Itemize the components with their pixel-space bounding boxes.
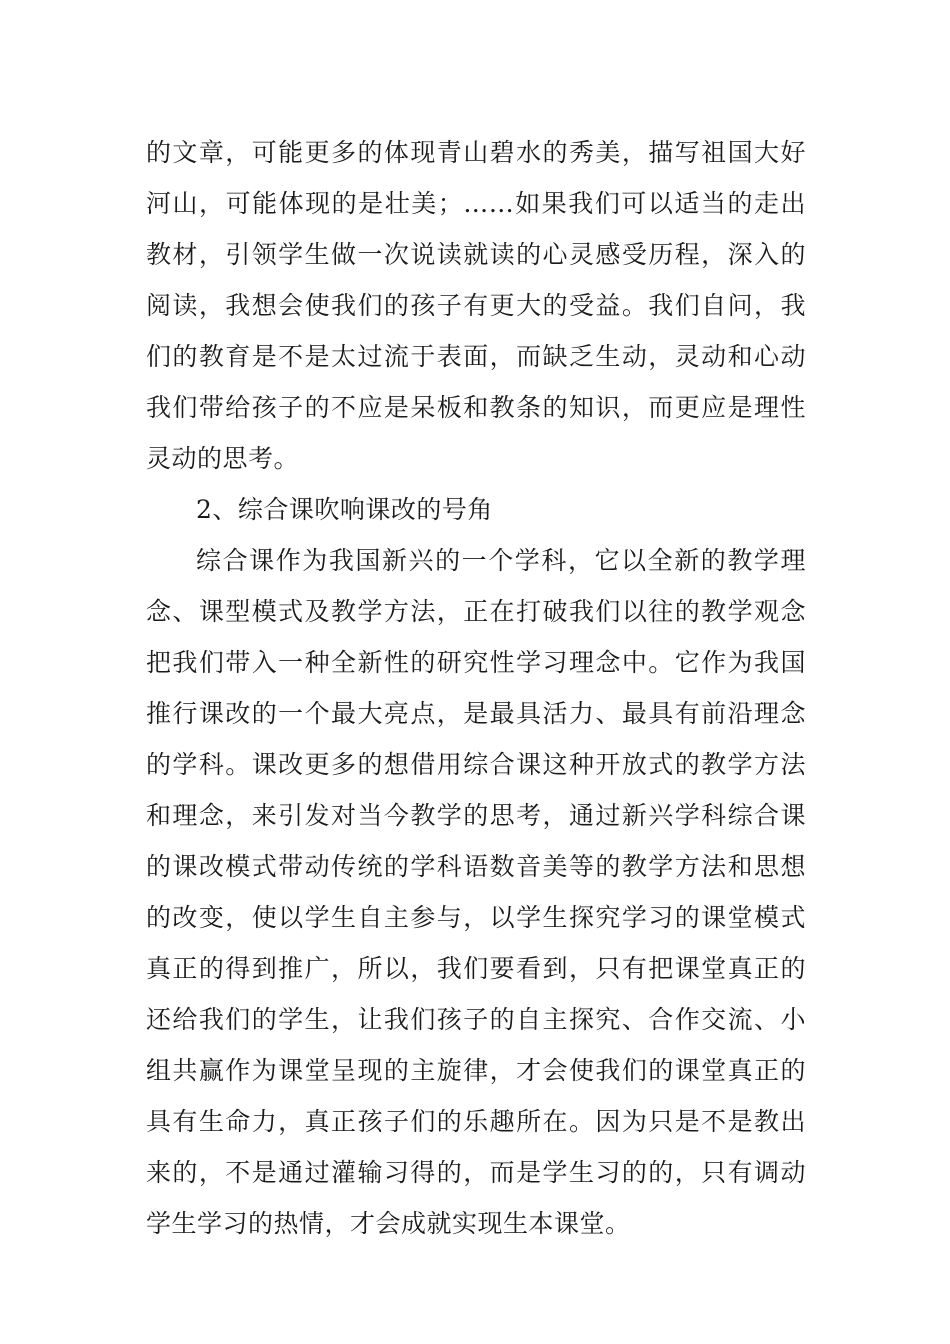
- paragraph-line: 教材，引领学生做一次说读就读的心灵感受历程，深入的: [146, 240, 806, 269]
- paragraph-line: 们的教育是不是太过流于表面，而缺乏生动，灵动和心动: [146, 342, 806, 371]
- document-body: [146, 127, 806, 1249]
- paragraph-line: 念、课型模式及教学方法，正在打破我们以往的教学观念: [146, 597, 806, 626]
- paragraph-2: [146, 535, 806, 1249]
- paragraph-line: 推行课改的一个最大亮点，是最具活力、最具有前沿理念: [146, 699, 806, 728]
- paragraph-line: 综合课作为我国新兴的一个学科，它以全新的教学理: [196, 546, 806, 575]
- paragraph-line: 和理念，来引发对当今教学的思考，通过新兴学科综合课: [146, 801, 806, 830]
- paragraph-line: 河山，可能体现的是壮美；……如果我们可以适当的走出: [146, 189, 806, 218]
- paragraph-line: 我们带给孩子的不应是呆板和教条的知识，而更应是理性: [146, 393, 806, 422]
- paragraph-line: 把我们带入一种全新性的研究性学习理念中。它作为我国: [146, 648, 806, 677]
- paragraph-line: 还给我们的学生，让我们孩子的自主探究、合作交流、小: [146, 1005, 806, 1034]
- paragraph-line: 的改变，使以学生自主参与，以学生探究学习的课堂模式: [146, 903, 806, 932]
- paragraph-line: 的文章，可能更多的体现青山碧水的秀美，描写祖国大好: [146, 138, 806, 167]
- section-heading: 2、综合课吹响课改的号角: [196, 495, 493, 524]
- paragraph-line: 具有生命力，真正孩子们的乐趣所在。因为只是不是教出: [146, 1107, 806, 1136]
- paragraph-line: 真正的得到推广，所以，我们要看到，只有把课堂真正的: [146, 954, 806, 983]
- paragraph-1: [146, 127, 806, 484]
- paragraph-line: 灵动的思考。: [146, 444, 300, 473]
- paragraph-line: 的学科。课改更多的想借用综合课这种开放式的教学方法: [146, 750, 806, 779]
- paragraph-line: 组共赢作为课堂呈现的主旋律，才会使我们的课堂真正的: [146, 1056, 806, 1085]
- paragraph-line: 阅读，我想会使我们的孩子有更大的受益。我们自问，我: [146, 291, 806, 320]
- paragraph-line: 的课改模式带动传统的学科语数音美等的教学方法和思想: [146, 852, 806, 881]
- paragraph-line: 学生学习的热情，才会成就实现生本课堂。: [146, 1209, 631, 1238]
- paragraph-line: 来的，不是通过灌输习得的，而是学生习的的，只有调动: [146, 1158, 806, 1187]
